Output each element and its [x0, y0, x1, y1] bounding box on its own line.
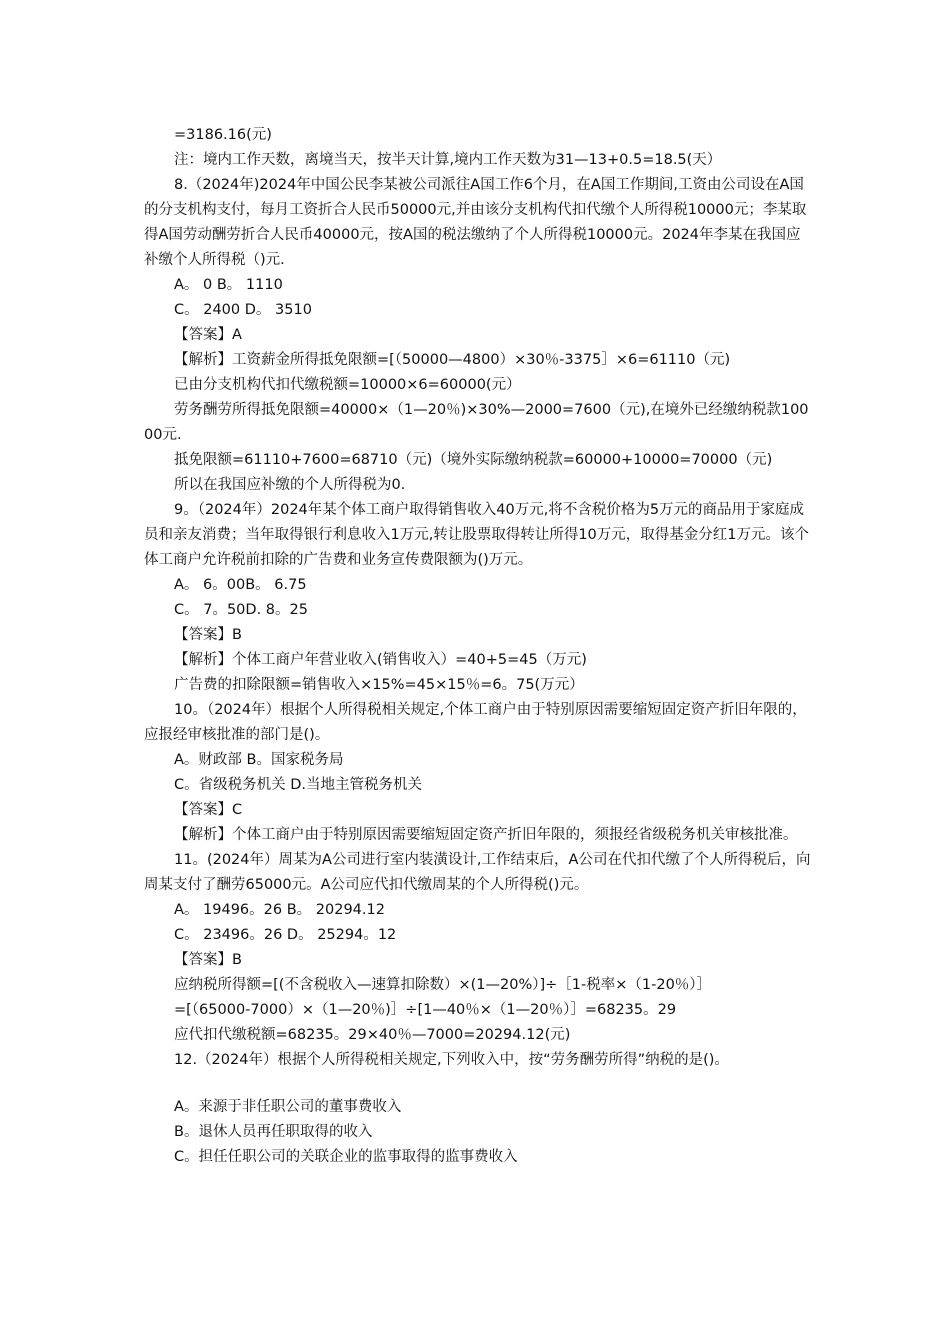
question-10-analysis: 【解析】个体工商户由于特别原因需要缩短固定资产折旧年限的，须报经省级税务机关审核批准。 — [174, 827, 798, 843]
question-10-options-cd: C。省级税务机关 D.当地主管税务机关 — [174, 777, 423, 793]
question-8-stem: 8.（2024年)2024年中国公民李某被公司派往A国工作6个月，在A国工作期间,工资由公司设在A国的分支机构支付，每月工资折合人民币50000元,并由该分支机构代扣代缴个人所得税10000元；李某取得A国劳动酬劳折合人民币40000元，按A国的税法缴纳了个人所得税10000元。2024年李某在我国应补缴个人所得税（)元. — [144, 177, 807, 268]
text-line-calc-result: =3186.16(元) — [174, 127, 272, 143]
question-12-option-b: B。退休人员再任职取得的收入 — [174, 1124, 373, 1140]
question-10-options-ab: A。财政部 B。国家税务局 — [174, 752, 344, 768]
question-11-formula-3: 应代扣代缴税额=68235。29×40％—7000=20294.12(元) — [174, 1027, 571, 1043]
question-12-option-a: A。来源于非任职公司的董事费收入 — [174, 1099, 402, 1115]
question-9-analysis-2: 广告费的扣除限额=销售收入×15%=45×15％=6。75(万元） — [174, 677, 584, 693]
question-8-options-cd: C。 2400 D。 3510 — [174, 302, 312, 318]
blank-line — [144, 1073, 812, 1095]
question-8-analysis-5: 所以在我国应补缴的个人所得税为0. — [174, 477, 406, 493]
question-8-analysis-3: 劳务酬劳所得抵免限额=40000×（1—20％)×30%—2000=7600（元),在境外已经缴纳税款10000元. — [144, 402, 809, 443]
question-8-analysis-2: 已由分支机构代扣代缴税额=10000×6=60000(元） — [174, 377, 521, 393]
question-11-formula-1: 应纳税所得额=[(不含税收入—速算扣除数）×(1—20%）]÷［1-税率×（1-20％）］ — [174, 977, 712, 993]
question-11-answer: 【答案】B — [174, 952, 242, 968]
text-line-note: 注：境内工作天数，离境当天，按半天计算,境内工作天数为31—13+0.5=18.5(天） — [174, 152, 722, 168]
question-12-stem: 12.（2024年）根据个人所得税相关规定,下列收入中，按“劳务酬劳所得”纳税的是()。 — [174, 1052, 729, 1068]
question-11-stem: 11。(2024年）周某为A公司进行室内装潢设计,工作结束后，A公司在代扣代缴了个人所得税后，向周某支付了酬劳65000元。A公司应代扣代缴周某的个人所得税()元。 — [144, 852, 811, 893]
question-9-answer: 【答案】B — [174, 627, 242, 643]
document-body — [144, 123, 812, 1170]
question-11-options-cd: C。 23496。26 D。 25294。12 — [174, 927, 397, 943]
question-9-stem: 9。（2024年）2024年某个体工商户取得销售收入40万元,将不含税价格为5万元的商品用于家庭成员和亲友消费；当年取得银行利息收入1万元,转让股票取得转让所得10万元，取得基金分红1万元。该个体工商户允许税前扣除的广告费和业务宣传费限额为()万元。 — [144, 502, 810, 568]
question-9-options-ab: A。 6。00B。 6.75 — [174, 577, 307, 593]
question-8-analysis-4: 抵免限额=61110+7600=68710（元)（境外实际缴纳税款=60000+10000=70000（元) — [174, 452, 773, 468]
question-10-stem: 10。（2024年）根据个人所得税相关规定,个体工商户由于特别原因需要缩短固定资产折旧年限的，应报经审核批准的部门是()。 — [144, 702, 807, 743]
question-8-options-ab: A。 0 B。 1110 — [174, 277, 283, 293]
question-8-answer: 【答案】A — [174, 327, 242, 343]
question-10-answer: 【答案】C — [174, 802, 243, 818]
question-11-formula-2: =[（65000-7000）×（1—20％)］÷[1—40％×（1—20％）］=68235。29 — [174, 1002, 677, 1018]
question-11-options-ab: A。 19496。26 B。 20294.12 — [174, 902, 385, 918]
question-12-option-c: C。担任任职公司的关联企业的监事取得的监事费收入 — [174, 1149, 518, 1165]
question-9-options-cd: C。 7。50D. 8。25 — [174, 602, 308, 618]
question-9-analysis-1: 【解析】个体工商户年营业收入(销售收入）=40+5=45（万元) — [174, 652, 587, 668]
question-8-analysis-1: 【解析】工资薪金所得抵免限额=[（50000—4800）×30％-3375］×6=61110（元) — [174, 352, 731, 368]
